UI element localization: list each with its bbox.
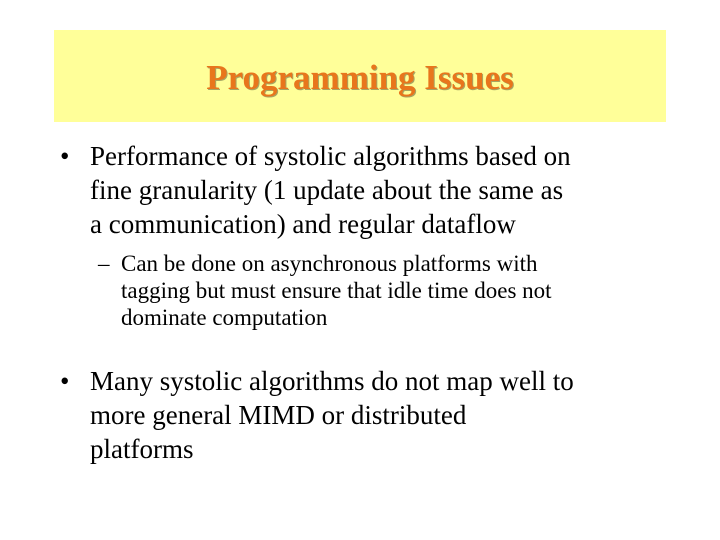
- bullet-line: Many systolic algorithms do not map well to: [90, 366, 574, 396]
- sub-bullet-asynchronous: [98, 250, 552, 331]
- bullet-performance: [60, 139, 571, 241]
- bullet-mapping: [60, 364, 574, 466]
- bullet-line: platforms: [90, 434, 194, 464]
- sub-bullet-line: dominate computation: [121, 305, 328, 330]
- title-banner: [54, 30, 666, 122]
- bullet-line: Performance of systolic algorithms based on: [90, 141, 571, 171]
- sub-bullet-marker: –: [98, 251, 110, 276]
- bullet-text: [90, 139, 571, 241]
- bullet-text: [90, 364, 574, 466]
- sub-bullet-line: Can be done on asynchronous platforms with: [121, 251, 538, 276]
- sub-bullet-line: tagging but must ensure that idle time does not: [121, 278, 552, 303]
- slide-title: Programming Issues: [206, 58, 514, 97]
- bullet-marker: •: [60, 366, 70, 396]
- bullet-line: more general MIMD or distributed: [90, 400, 467, 430]
- bullet-line: a communication) and regular dataflow: [90, 209, 516, 239]
- bullet-marker: •: [60, 141, 70, 171]
- bullet-line: fine granularity (1 update about the same as: [90, 175, 564, 205]
- sub-bullet-text: [121, 250, 552, 331]
